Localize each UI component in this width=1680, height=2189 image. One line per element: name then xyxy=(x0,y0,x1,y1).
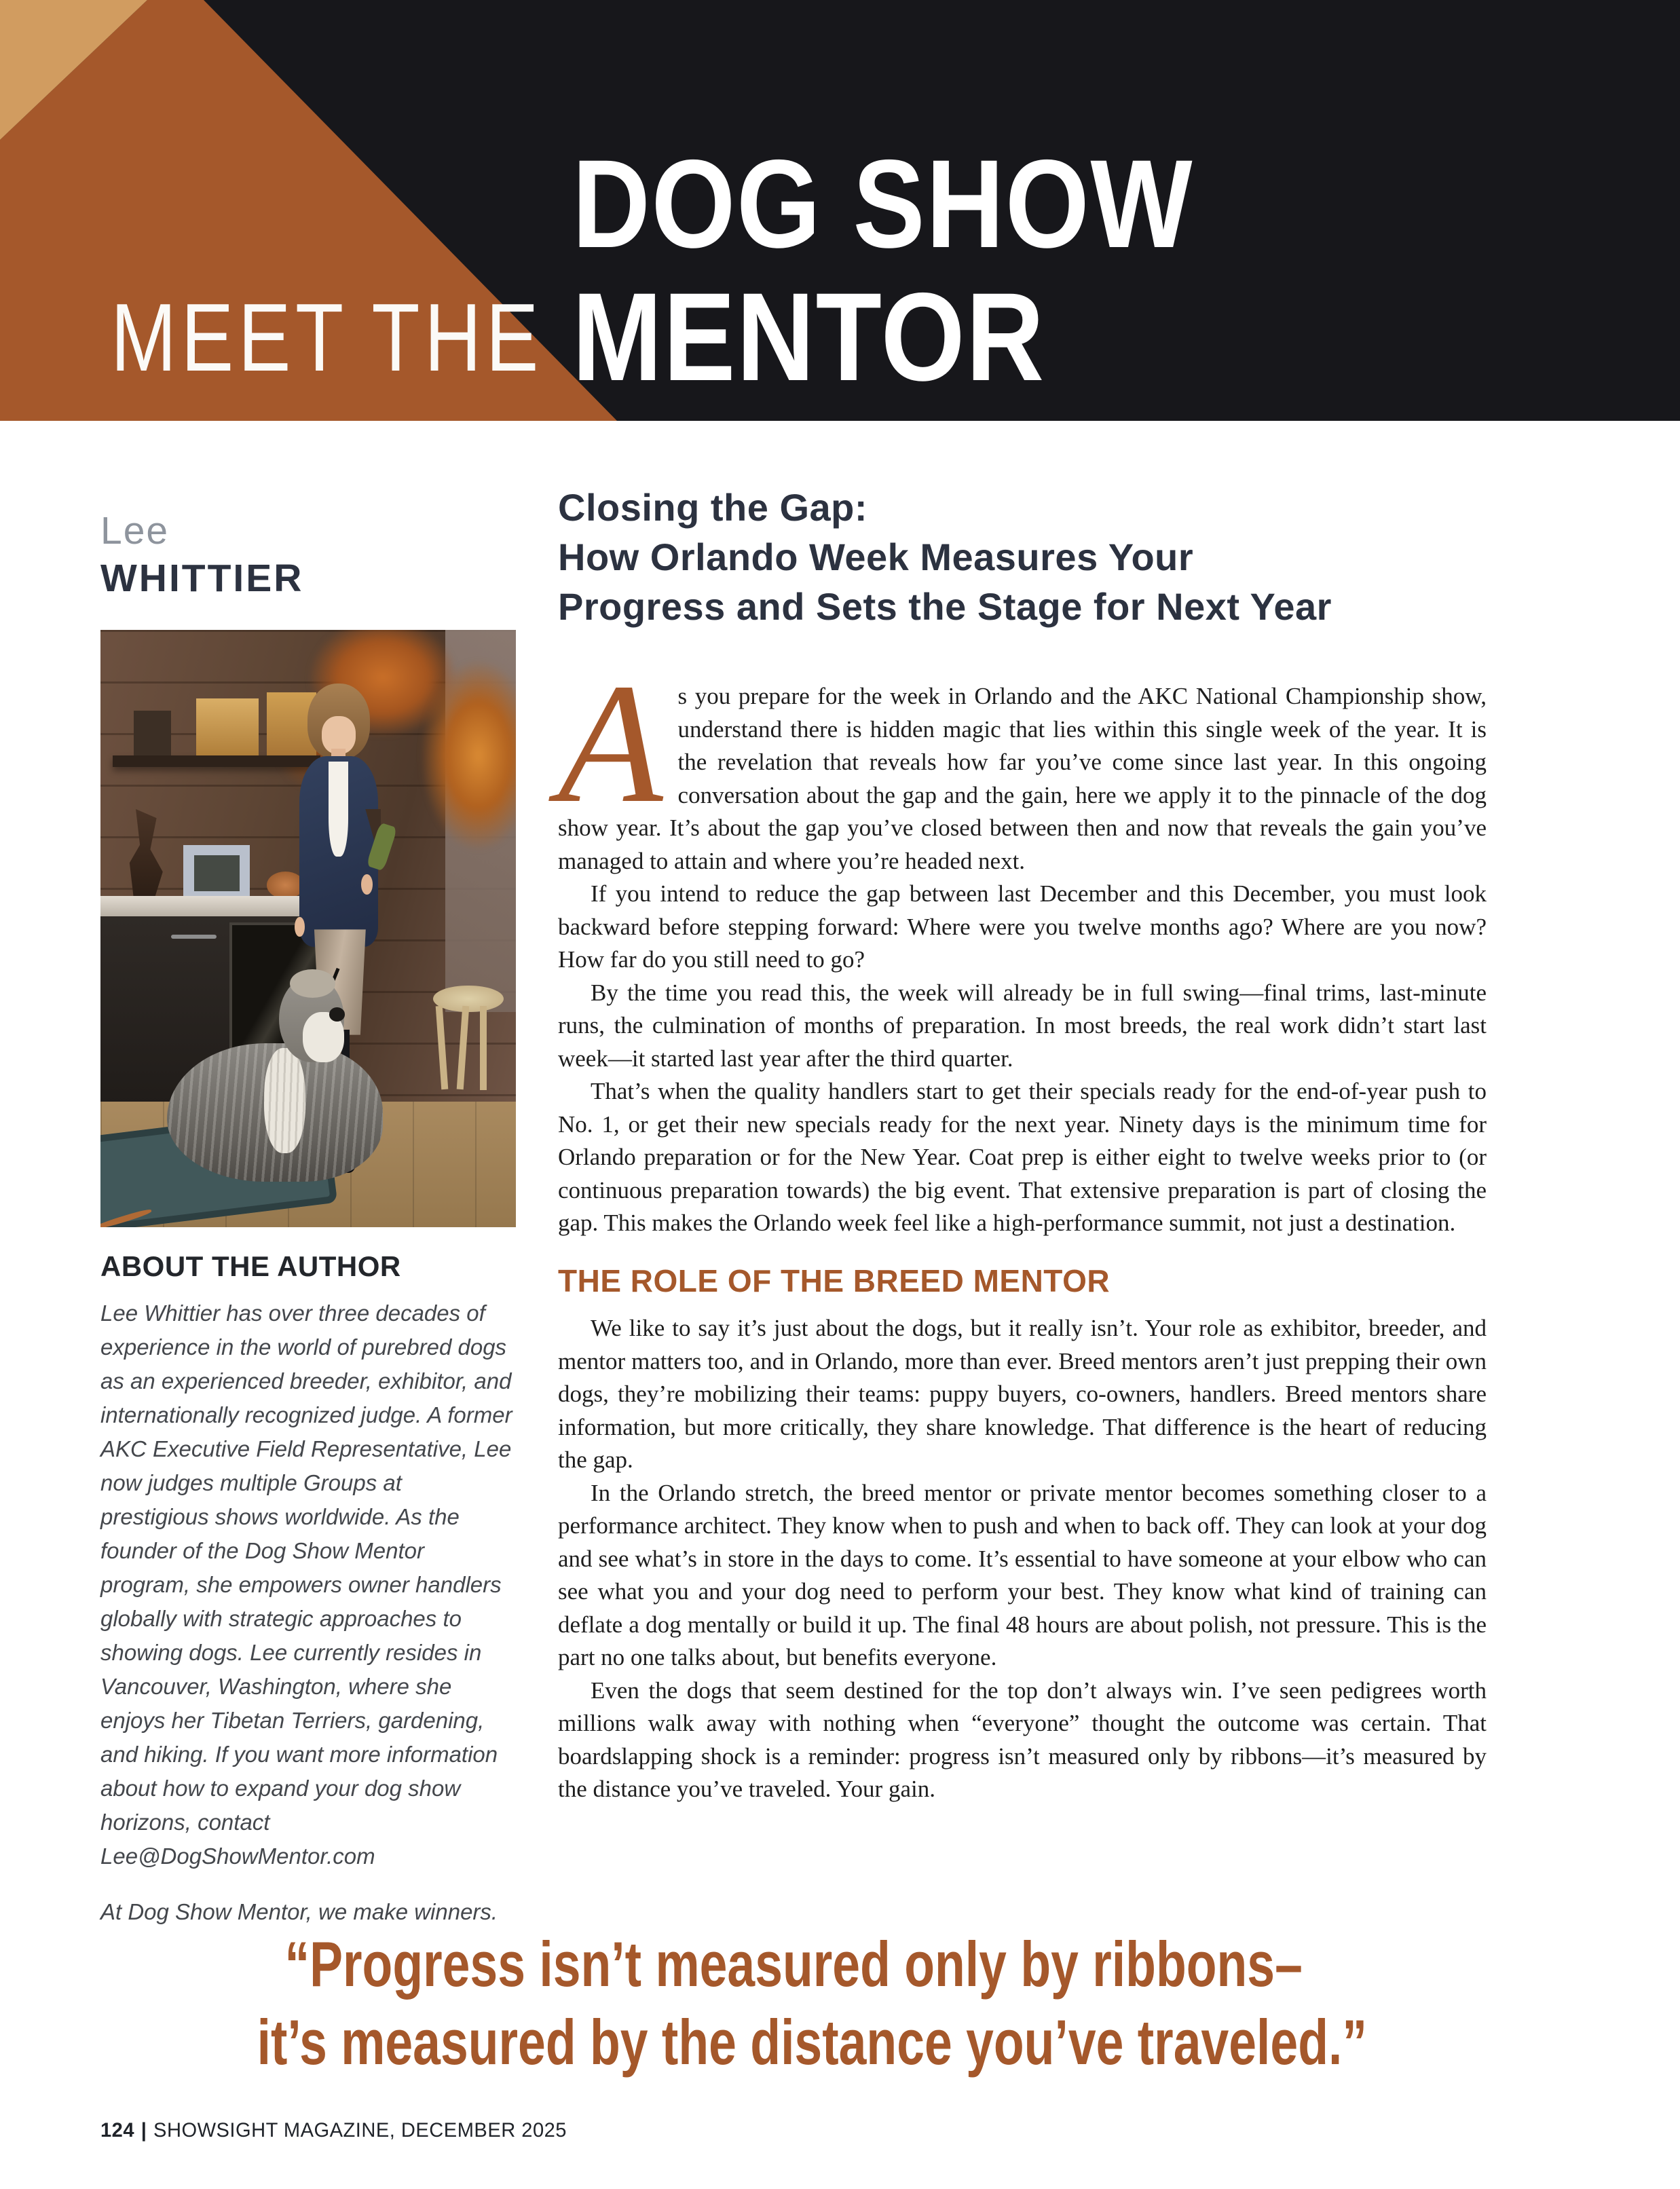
photo-dog-chest xyxy=(264,1048,305,1153)
masthead-line-dog-show: DOG SHOW xyxy=(572,134,1194,274)
photo-wood-box xyxy=(196,698,259,755)
page-footer xyxy=(100,2119,567,2142)
publication-name: SHOWSIGHT MAGAZINE, DECEMBER 2025 xyxy=(153,2119,567,2141)
photo-picture-frame xyxy=(183,845,250,902)
article-title-line-3: Progress and Sets the Stage for Next Year xyxy=(558,585,1332,628)
paragraph: If you intend to reduce the gap between last December and this December, you must look backward before stepping forward: Where were you twelve months ago? Where are you now? How far do you still need to go? xyxy=(558,880,1487,973)
author-first-name: Lee xyxy=(100,509,170,553)
article-title-line-2: How Orlando Week Measures Your xyxy=(558,536,1194,578)
photo-woman-hand xyxy=(295,917,305,937)
masthead-line-mentor: MENTOR xyxy=(572,267,1045,407)
article-column xyxy=(558,483,1487,1806)
header-masthead xyxy=(572,134,1194,407)
paragraph-text: s you prepare for the week in Orlando and the AKC National Championship show, understand there is hidden magic that lies within this single week of the year. It is the revelation that reveals how far you’ve come since last year. In this ongoing conversation about the gap and the gain, here we apply it to the pinnacle of the dog show year. It’s about the gap you’ve closed between then and now that reveals the gain you’ve managed to attain and where you’re headed next. xyxy=(558,683,1487,874)
photo-shelf-object xyxy=(134,711,171,755)
paragraph: We like to say it’s just about the dogs, but it really isn’t. Your role as exhibitor, breeder, and mentor matters too, and in Orlando, more than ever. Breed mentors aren’t just prepping their own dogs, they’re mobilizing their teams: puppy buyers, co-owners, handlers. Breed mentors share information, but more critically, they share knowledge. That difference is the heart of reducing the gap. xyxy=(558,1315,1487,1473)
photo-white-top xyxy=(329,762,348,857)
section-heading: THE ROLE OF THE BREED MENTOR xyxy=(558,1262,1110,1298)
paragraph: By the time you read this, the week will already be in full swing—final trims, last-minute runs, the culmination of months of preparation. In most breeds, the real work didn’t start last week—it started last year after the third quarter. xyxy=(558,979,1487,1072)
header-kicker: MEET THE xyxy=(111,284,543,392)
author-photo xyxy=(100,630,516,1227)
pull-quote-line-1: “Progress isn’t measured only by ribbons– xyxy=(284,1928,1303,2000)
paragraph: Even the dogs that seem destined for the top don’t always win. I’ve seen pedigrees worth millions walk away with nothing when “everyone” thought the outcome was certain. That boardslapping shock is a reminder: progress isn’t measured only by ribbons—it’s measured by the distance you’ve traveled. Your gain. xyxy=(558,1677,1487,1802)
author-bio: Lee Whittier has over three decades of experience in the world of purebred dogs as an experienced breeder, exhibitor, and internationally recognized judge. A former AKC Executive Field Representative, Lee now judges multiple Groups at prestigious shows worldwide. As the founder of the Dog Show Mentor program, she empowers owner handlers globally with strategic approaches to showing dogs. Lee currently resides in Vancouver, Washington, where she enjoys her Tibetan Terriers, gardening, and hiking. If you want more information about how to expand your dog show horizons, contact Lee@DogShowMentor.com xyxy=(100,1301,512,1869)
photo-rug-pattern xyxy=(100,1208,153,1227)
photo-cabinet-handle xyxy=(171,935,217,939)
paragraph xyxy=(558,648,1487,878)
header-banner xyxy=(0,0,1680,421)
article-title xyxy=(558,483,1487,631)
author-last-name: WHITTIER xyxy=(100,557,304,600)
photo-woman-hand xyxy=(361,874,373,895)
article-title-line-1: Closing the Gap: xyxy=(558,486,867,529)
photo-framed-dog-picture xyxy=(194,855,240,892)
footer-divider: | xyxy=(141,2119,147,2141)
drop-cap: A xyxy=(558,648,663,838)
pull-quote-line-2: it’s measured by the distance you’ve traveled.” xyxy=(257,2006,1368,2078)
photo-stool-leg xyxy=(480,1006,487,1089)
paragraph: In the Orlando stretch, the breed mentor or private mentor becomes something closer to a performance architect. They know when to push and when to back off. They can look at your dog and see what’s in store in the days to come. It’s essential to have someone at your elbow who can see what you and your dog need to perform your best. They know what kind of training can deflate a dog mentally or build it up. The final 48 hours are about polish, not pressure. This is the part no one talks about, but benefits everyone. xyxy=(558,1479,1487,1670)
article-body xyxy=(558,648,1487,1806)
sidebar-column xyxy=(100,510,516,1929)
paragraph: That’s when the quality handlers start to get their specials ready for the end-of-year push to No. 1, or get their new specials ready for the next year. Ninety days is the minimum time for Orlando preparation or for the New Year. Coat prep is either eight to twelve weeks prior to (or continuous preparation towards) the big event. That extensive preparation is part of closing the gap. This makes the Orlando week feel like a high-performance summit, not just a destination. xyxy=(558,1078,1487,1236)
author-tagline: At Dog Show Mentor, we make winners. xyxy=(100,1899,498,1924)
page-number: 124 xyxy=(100,2119,135,2141)
photo-tibetan-terrier xyxy=(167,976,383,1215)
pull-quote xyxy=(100,1925,1487,2081)
photo-dog-topknot xyxy=(290,969,335,998)
about-the-author-heading: ABOUT THE AUTHOR xyxy=(100,1250,401,1282)
